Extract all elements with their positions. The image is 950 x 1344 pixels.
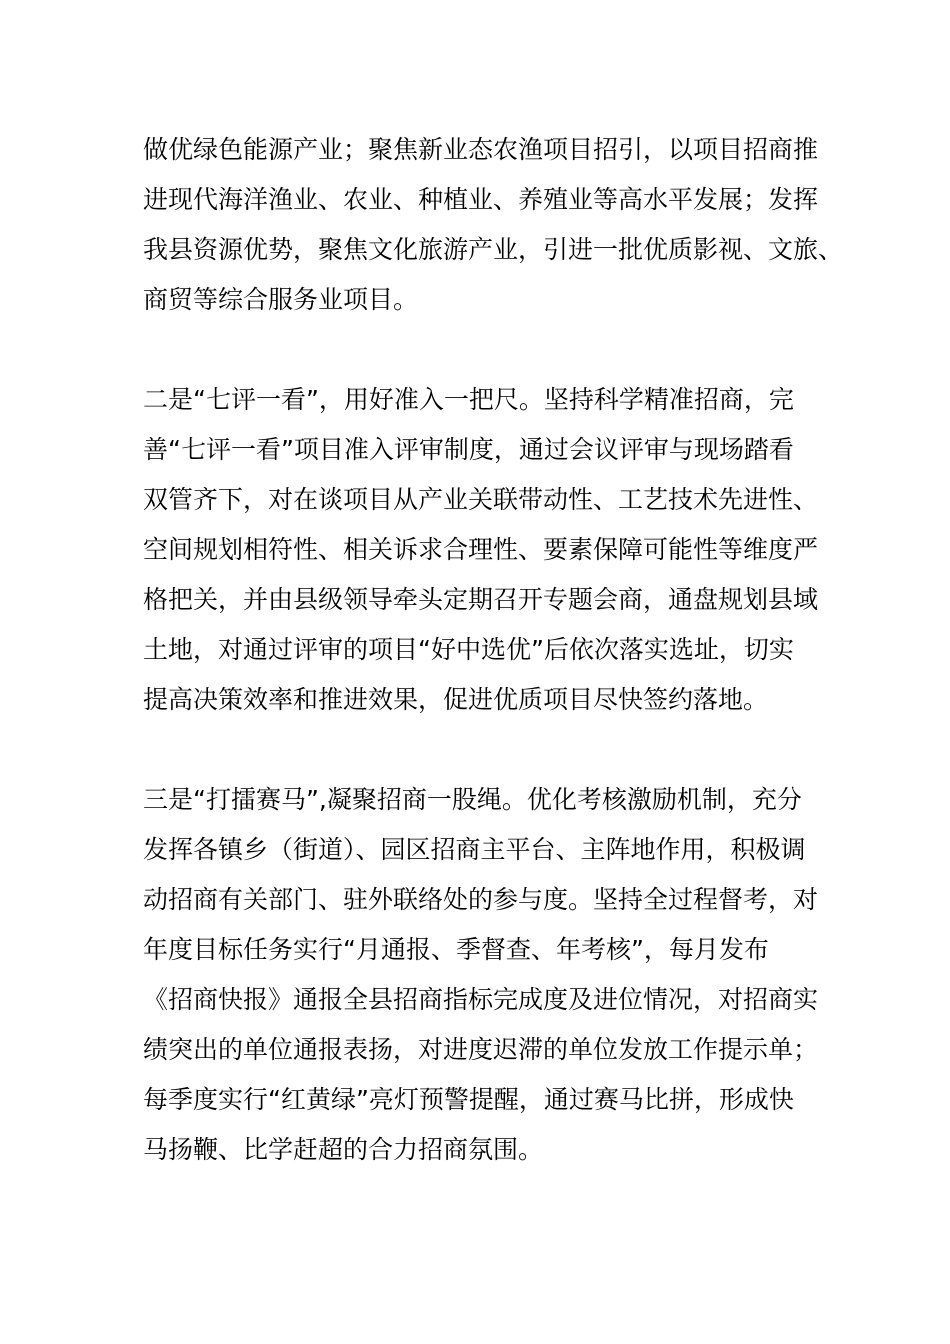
text-line: 提高决策效率和推进效果，促进优质项目尽快签约落地。: [143, 685, 769, 714]
text-line: 三是“打擂赛马”,凝聚招商一股绳。优化考核激励机制，充分: [143, 785, 802, 814]
text-line: 做优绿色能源产业；聚焦新业态农渔项目招引，以项目招商推: [143, 135, 819, 164]
paragraph-horse-race: [143, 775, 843, 1175]
text-line: 二是“七评一看”，用好准入一把尺。坚持科学精准招商，完: [143, 385, 794, 414]
text-line: 土地，对通过评审的项目“好中选优”后依次落实选址，切实: [143, 635, 794, 664]
text-line: 格把关，并由县级领导牵头定期召开专题会商，通盘规划县域: [143, 585, 819, 614]
paragraph-seven-reviews: [143, 375, 843, 725]
text-line: 每季度实行“红黄绿”亮灯预警提醒，通过赛马比拼，形成快: [143, 1085, 794, 1114]
text-line: 马扬鞭、比学赶超的合力招商氛围。: [143, 1135, 544, 1164]
text-line: 我县资源优势，聚焦文化旅游产业，引进一批优质影视、文旅、: [143, 235, 844, 264]
text-line: 年度目标任务实行“月通报、季督查、年考核”，每月发布: [143, 935, 769, 964]
text-line: 动招商有关部门、驻外联络处的参与度。坚持全过程督考，对: [143, 885, 819, 914]
paragraph-green-energy: [143, 125, 843, 325]
text-line: 双管齐下，对在谈项目从产业关联带动性、工艺技术先进性、: [143, 485, 819, 514]
text-line: 《招商快报》通报全县招商指标完成度及进位情况，对招商实: [143, 985, 819, 1014]
text-line: 绩突出的单位通报表扬，对进度迟滞的单位发放工作提示单；: [143, 1035, 819, 1064]
text-line: 商贸等综合服务业项目。: [143, 285, 419, 314]
text-line: 发挥各镇乡（街道）、园区招商主平台、主阵地作用，积极调: [143, 835, 806, 864]
text-line: 空间规划相符性、相关诉求合理性、要素保障可能性等维度严: [143, 535, 819, 564]
text-line: 进现代海洋渔业、农业、种植业、养殖业等高水平发展；发挥: [143, 185, 819, 214]
text-line: 善“七评一看”项目准入评审制度，通过会议评审与现场踏看: [143, 435, 794, 464]
